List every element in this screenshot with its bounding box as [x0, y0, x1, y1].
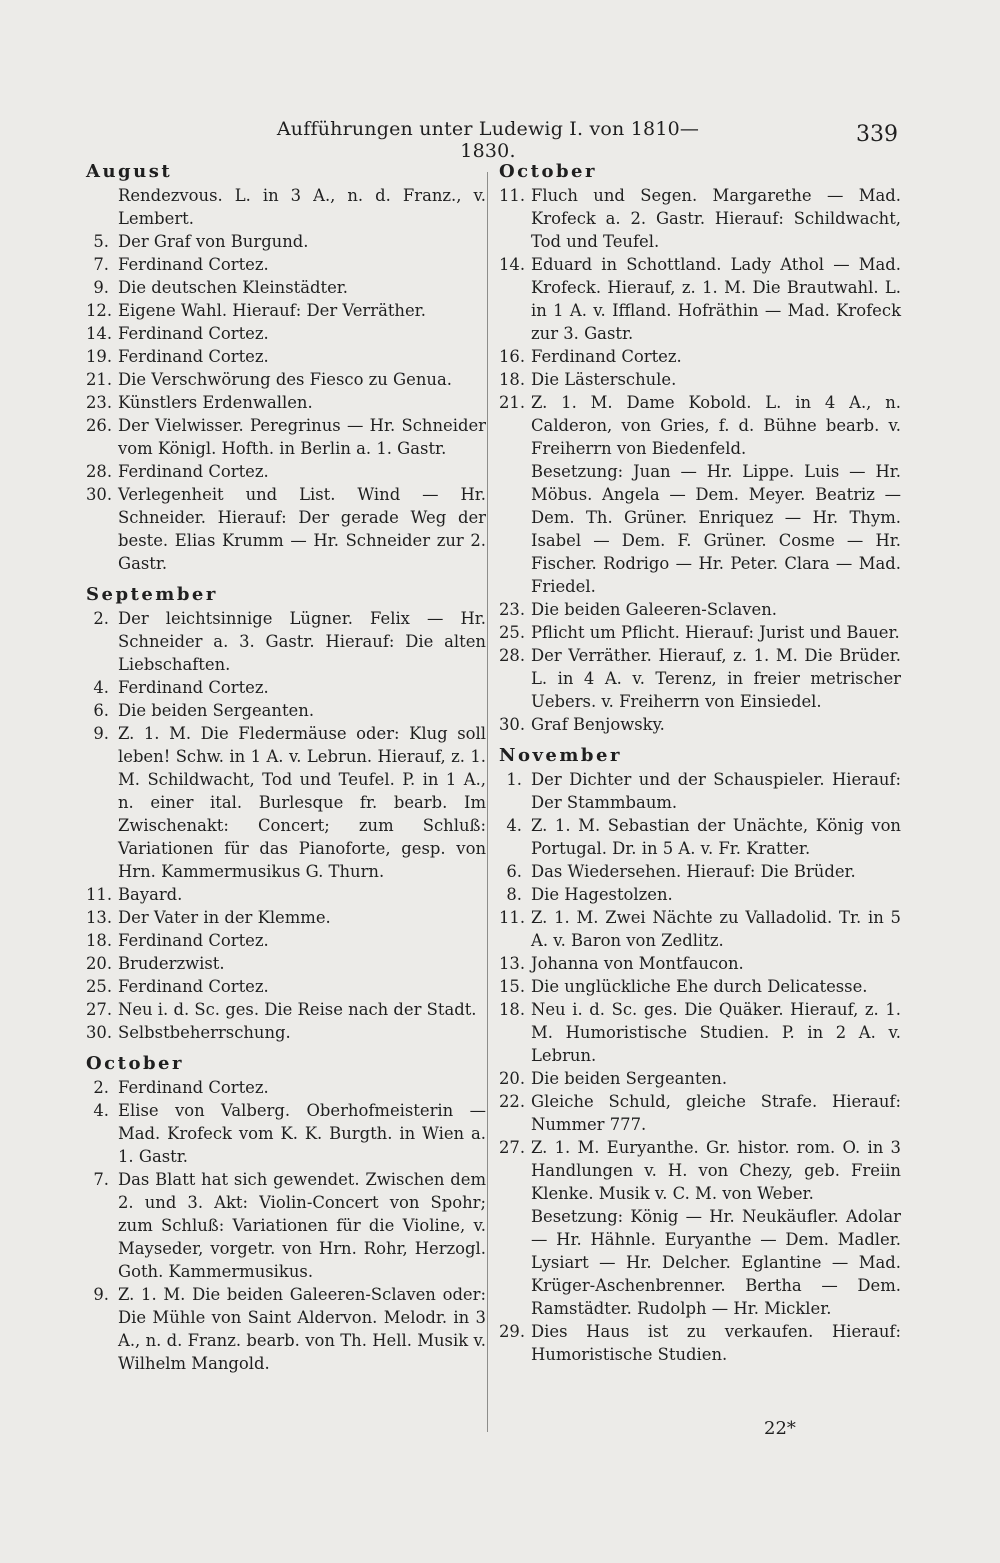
- entry-date: 6.: [93, 701, 109, 720]
- entry-text: Z. 1. M. Die Fledermäuse oder: Klug soll leben! Schw. in 1 A. v. Lebrun. Hierauf, z. 1. M. Schildwacht, Tod und Teufel. P. in 1 A., n. einer ital. Burlesque fr. bearb. Im Zwischenakt: Concert; zum Schluß: Variationen für das Pianoforte, gesp. von Hrn. Kammermusikus G. Thurn.: [118, 724, 486, 881]
- entry-date: 4.: [93, 678, 109, 697]
- performance-entry: [86, 184, 486, 230]
- entry-text: Der Vielwisser. Peregrinus — Hr. Schneider vom Königl. Hofth. in Berlin a. 1. Gastr.: [118, 416, 486, 458]
- performance-entry: [499, 768, 901, 814]
- entry-date: 13.: [499, 954, 526, 973]
- entry-text: Ferdinand Cortez.: [118, 347, 269, 366]
- entry-text: Pflicht um Pflicht. Hierauf: Jurist und Bauer.: [531, 623, 900, 642]
- performance-entry: [86, 391, 486, 414]
- performance-entry: [499, 906, 901, 952]
- entry-text: Ferdinand Cortez.: [118, 678, 269, 697]
- signature-mark: 22*: [764, 1418, 796, 1439]
- entry-text: Der leichtsinnige Lügner. Felix — Hr. Schneider a. 3. Gastr. Hierauf: Die alten Liebschaften.: [118, 609, 486, 674]
- performance-entry: [86, 230, 486, 253]
- performance-entry: [499, 998, 901, 1067]
- month-heading: November: [499, 745, 622, 766]
- entry-text: Das Wiedersehen. Hierauf: Die Brüder.: [531, 862, 856, 881]
- performance-entry: [499, 883, 901, 906]
- entry-date: 20.: [499, 1069, 526, 1088]
- entry-text: Die Verschwörung des Fiesco zu Genua.: [118, 370, 452, 389]
- entry-text: Bayard.: [118, 885, 183, 904]
- page-header: [0, 118, 1000, 162]
- page-number: 339: [856, 122, 898, 147]
- month-heading: September: [86, 584, 218, 605]
- entry-text: Gleiche Schuld, gleiche Strafe. Hierauf: Nummer 777.: [531, 1092, 901, 1134]
- entry-date: 6.: [506, 862, 522, 881]
- entry-date: 9.: [93, 724, 109, 743]
- entry-date: 27.: [499, 1138, 526, 1157]
- entry-text: Ferdinand Cortez.: [118, 462, 269, 481]
- entry-text: Der Vater in der Klemme.: [118, 908, 331, 927]
- performance-entry: [86, 460, 486, 483]
- entry-text: Die Lästerschule.: [531, 370, 677, 389]
- entry-date: 30.: [86, 485, 113, 504]
- entry-text: Graf Benjowsky.: [531, 715, 665, 734]
- entry-date: 9.: [93, 1285, 109, 1304]
- entry-text: Der Dichter und der Schauspieler. Hierauf: Der Stammbaum.: [531, 770, 901, 812]
- entry-text: Dies Haus ist zu verkaufen. Hierauf: Humoristische Studien.: [531, 1322, 901, 1364]
- entry-date: 20.: [86, 954, 113, 973]
- entry-date: 30.: [86, 1023, 113, 1042]
- entry-text: Z. 1. M. Sebastian der Unächte, König von Portugal. Dr. in 5 A. v. Fr. Kratter.: [531, 816, 901, 858]
- performance-entry: [499, 644, 901, 713]
- entry-date: 18.: [86, 931, 113, 950]
- entry-text: Der Graf von Burgund.: [118, 232, 309, 251]
- performance-entry: [86, 483, 486, 575]
- performance-entry: [499, 1090, 901, 1136]
- entry-date: 23.: [86, 393, 113, 412]
- performance-entry: [86, 368, 486, 391]
- month-heading: August: [86, 161, 173, 182]
- performance-entry: [499, 598, 901, 621]
- performance-entry: [499, 860, 901, 883]
- performance-entry: [86, 722, 486, 883]
- entry-text: Neu i. d. Sc. ges. Die Reise nach der Stadt.: [118, 1000, 477, 1019]
- entry-date: 2.: [93, 1078, 109, 1097]
- performance-entry: [86, 253, 486, 276]
- performance-entry: [86, 975, 486, 998]
- entry-text: Ferdinand Cortez.: [531, 347, 682, 366]
- entry-text: Neu i. d. Sc. ges. Die Quäker. Hierauf, z. 1. M. Humoristische Studien. P. in 2 A. v. Lebrun.: [531, 1000, 901, 1065]
- performance-entry: [499, 184, 901, 253]
- performance-entry: [499, 391, 901, 460]
- performance-entry: [86, 929, 486, 952]
- entry-text: Die unglückliche Ehe durch Delicatesse.: [531, 977, 868, 996]
- performance-entry: [499, 1320, 901, 1366]
- performance-entry: [86, 676, 486, 699]
- entry-text: Rendezvous. L. in 3 A., n. d. Franz., v. Lembert.: [118, 186, 486, 228]
- left-column: [86, 160, 486, 1375]
- performance-entry: [499, 1205, 901, 1320]
- entry-text: Ferdinand Cortez.: [118, 324, 269, 343]
- entry-text: Ferdinand Cortez.: [118, 977, 269, 996]
- entry-text: Bruderzwist.: [118, 954, 225, 973]
- performance-entry: [86, 299, 486, 322]
- entry-date: 8.: [506, 885, 522, 904]
- entry-text: Ferdinand Cortez.: [118, 931, 269, 950]
- entry-text: Johanna von Montfaucon.: [531, 954, 744, 973]
- entry-date: 25.: [86, 977, 113, 996]
- entry-text: Die beiden Galeeren-Sclaven.: [531, 600, 777, 619]
- entry-date: 26.: [86, 416, 113, 435]
- performance-entry: [86, 1099, 486, 1168]
- entry-date: 2.: [93, 609, 109, 628]
- performance-entry: [86, 699, 486, 722]
- entry-date: 13.: [86, 908, 113, 927]
- performance-entry: [499, 814, 901, 860]
- right-column: [499, 160, 901, 1366]
- performance-entry: [86, 414, 486, 460]
- entry-date: 5.: [93, 232, 109, 251]
- performance-entry: [86, 952, 486, 975]
- entry-date: 23.: [499, 600, 526, 619]
- entry-date: 21.: [86, 370, 113, 389]
- entry-date: 1.: [506, 770, 522, 789]
- entry-text: Besetzung: Juan — Hr. Lippe. Luis — Hr. Möbus. Angela — Dem. Meyer. Beatriz — Dem. Th. Grüner. Enriquez — Hr. Thym. Isabel — Dem. F. Grüner. Cosme — Hr. Fischer. Rodrigo — Hr. Peter. Clara — Mad. Friedel.: [531, 462, 901, 596]
- entry-text: Künstlers Erdenwallen.: [118, 393, 313, 412]
- entry-text: Eduard in Schottland. Lady Athol — Mad. Krofeck. Hierauf, z. 1. M. Die Brautwahl. L. in 1 A. v. Iffland. Hofräthin — Mad. Krofeck zur 3. Gastr.: [531, 255, 901, 343]
- performance-entry: [499, 1136, 901, 1205]
- column-divider: [487, 172, 488, 1432]
- performance-entry: [499, 975, 901, 998]
- performance-entry: [86, 1283, 486, 1375]
- entry-date: 4.: [506, 816, 522, 835]
- entry-date: 11.: [86, 885, 113, 904]
- entry-text: Ferdinand Cortez.: [118, 1078, 269, 1097]
- performance-entry: [86, 998, 486, 1021]
- entry-date: 19.: [86, 347, 113, 366]
- entry-date: 12.: [86, 301, 113, 320]
- entry-date: 30.: [499, 715, 526, 734]
- month-heading: October: [499, 161, 597, 182]
- performance-entry: [86, 906, 486, 929]
- entry-date: 28.: [499, 646, 526, 665]
- performance-entry: [86, 1021, 486, 1044]
- performance-entry: [86, 1076, 486, 1099]
- entry-date: 9.: [93, 278, 109, 297]
- entry-date: 29.: [499, 1322, 526, 1341]
- entry-date: 18.: [499, 370, 526, 389]
- entry-text: Eigene Wahl. Hierauf: Der Verräther.: [118, 301, 426, 320]
- performance-entry: [499, 952, 901, 975]
- entry-date: 21.: [499, 393, 526, 412]
- entry-text: Ferdinand Cortez.: [118, 255, 269, 274]
- running-head: Aufführungen unter Ludewig I. von 1810—1830.: [276, 118, 700, 162]
- entry-text: Selbstbeherrschung.: [118, 1023, 291, 1042]
- entry-text: Z. 1. M. Euryanthe. Gr. histor. rom. O. in 3 Handlungen v. H. von Chezy, geb. Freiin Klenke. Musik v. C. M. von Weber.: [531, 1138, 901, 1203]
- entry-text: Die Hagestolzen.: [531, 885, 673, 904]
- performance-entry: [499, 1067, 901, 1090]
- performance-entry: [86, 276, 486, 299]
- month-heading: October: [86, 1053, 184, 1074]
- entry-text: Verlegenheit und List. Wind — Hr. Schneider. Hierauf: Der gerade Weg der beste. Elias Krumm — Hr. Schneider zur 2. Gastr.: [118, 485, 486, 573]
- entry-date: 18.: [499, 1000, 526, 1019]
- performance-entry: [86, 1168, 486, 1283]
- entry-text: Die beiden Sergeanten.: [118, 701, 315, 720]
- entry-date: 11.: [499, 186, 526, 205]
- performance-entry: [499, 460, 901, 598]
- entry-date: 22.: [499, 1092, 526, 1111]
- entry-text: Besetzung: König — Hr. Neukäufler. Adolar — Hr. Hähnle. Euryanthe — Dem. Madler. Lysiart — Hr. Delcher. Eglantine — Mad. Krüger-Aschenbrenner. Bertha — Dem. Ramstädter. Rudolph — Hr. Mickler.: [531, 1207, 901, 1318]
- entry-text: Z. 1. M. Zwei Nächte zu Valladolid. Tr. in 5 A. v. Baron von Zedlitz.: [531, 908, 901, 950]
- entry-date: 7.: [93, 1170, 109, 1189]
- entry-text: Die deutschen Kleinstädter.: [118, 278, 349, 297]
- performance-entry: [499, 253, 901, 345]
- performance-entry: [499, 713, 901, 736]
- entry-date: 27.: [86, 1000, 113, 1019]
- performance-entry: [86, 345, 486, 368]
- performance-entry: [499, 368, 901, 391]
- entry-text: Die beiden Sergeanten.: [531, 1069, 728, 1088]
- entry-date: 11.: [499, 908, 526, 927]
- entry-date: 14.: [499, 255, 526, 274]
- entry-date: 28.: [86, 462, 113, 481]
- entry-text: Das Blatt hat sich gewendet. Zwischen dem 2. und 3. Akt: Violin-Concert von Spohr; zum Schluß: Variationen für die Violine, v. Mayseder, vorgetr. von Hrn. Rohr, Herzogl. Goth. Kammermusikus.: [118, 1170, 486, 1281]
- entry-date: 4.: [93, 1101, 109, 1120]
- entry-date: 16.: [499, 347, 526, 366]
- entry-text: Fluch und Segen. Margarethe — Mad. Krofeck a. 2. Gastr. Hierauf: Schildwacht, Tod und Teufel.: [531, 186, 901, 251]
- entry-text: Z. 1. M. Die beiden Galeeren-Sclaven oder: Die Mühle von Saint Aldervon. Melodr. in 3 A., n. d. Franz. bearb. von Th. Hell. Musik v. Wilhelm Mangold.: [118, 1285, 486, 1373]
- entry-text: Der Verräther. Hierauf, z. 1. M. Die Brüder. L. in 4 A. v. Terenz, in freier metrischer Uebers. v. Freiherrn von Einsiedel.: [531, 646, 901, 711]
- entry-date: 7.: [93, 255, 109, 274]
- performance-entry: [499, 621, 901, 644]
- entry-date: 25.: [499, 623, 526, 642]
- entry-text: Z. 1. M. Dame Kobold. L. in 4 A., n. Calderon, von Gries, f. d. Bühne bearb. v. Freiherrn von Biedenfeld.: [531, 393, 901, 458]
- performance-entry: [86, 883, 486, 906]
- entry-text: Elise von Valberg. Oberhofmeisterin — Mad. Krofeck vom K. K. Burgth. in Wien a. 1. Gastr.: [118, 1101, 486, 1166]
- performance-entry: [86, 607, 486, 676]
- performance-entry: [499, 345, 901, 368]
- entry-date: 14.: [86, 324, 113, 343]
- entry-date: 15.: [499, 977, 526, 996]
- performance-entry: [86, 322, 486, 345]
